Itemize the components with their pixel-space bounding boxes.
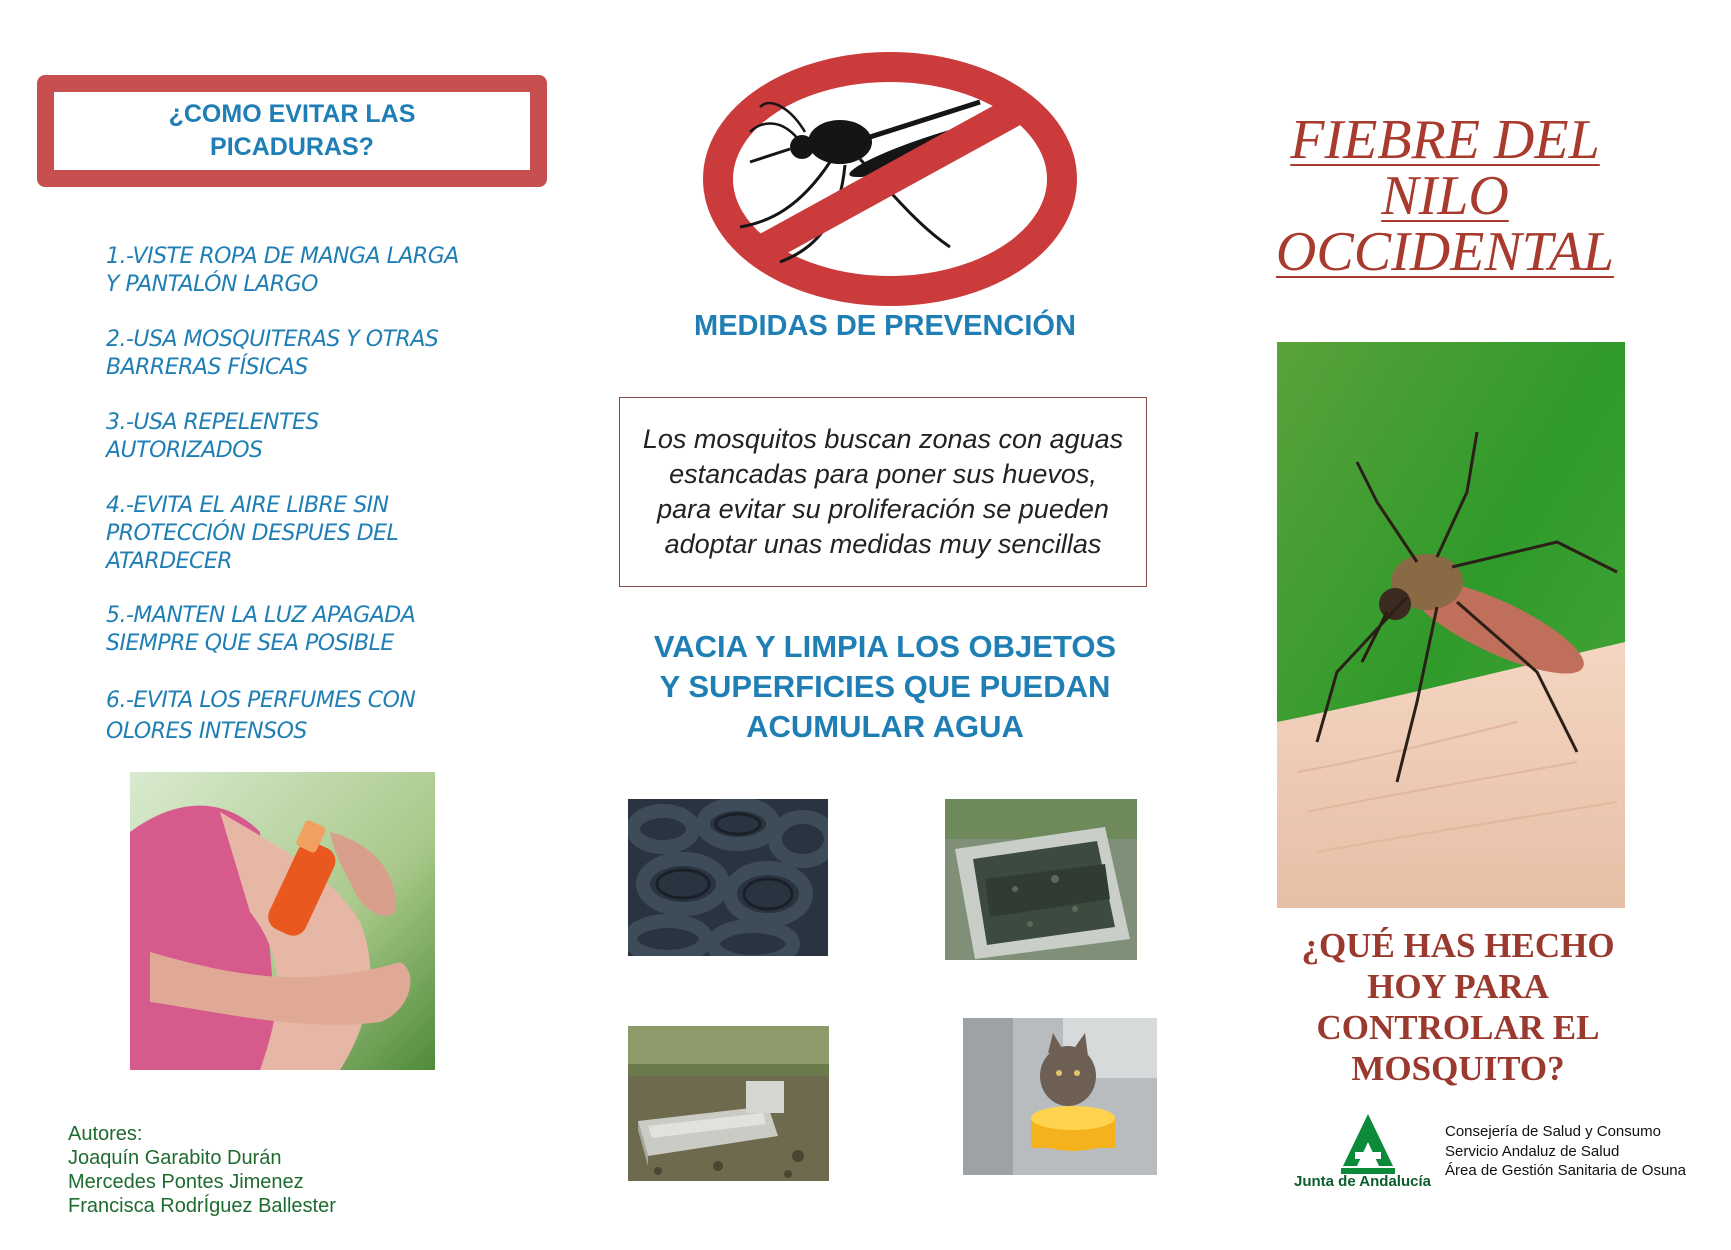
- authors-block: [68, 1122, 336, 1218]
- repellent-photo: [130, 772, 435, 1070]
- org-line: Consejería de Salud y Consumo: [1445, 1123, 1661, 1140]
- stagnant-pool-photo: [945, 799, 1137, 960]
- title-line: NILO: [1381, 165, 1509, 227]
- org-line: Área de Gestión Sanitaria de Osuna: [1445, 1162, 1686, 1179]
- prevention-heading: MEDIDAS DE PREVENCIÓN: [694, 310, 1076, 342]
- tip-item: 1.-VISTE ROPA DE MANGA LARGA Y PANTALÓN LARGO: [106, 244, 459, 297]
- question-title-box: [37, 75, 547, 187]
- tip-item: 3.-USA REPELENTES AUTORIZADOS: [106, 410, 319, 463]
- water-trough-photo: [628, 1026, 829, 1181]
- junta-andalucia-logo-icon: [1333, 1114, 1403, 1174]
- organization-lines: [1445, 1122, 1686, 1181]
- info-box: [619, 397, 1147, 587]
- org-line: Servicio Andaluz de Salud: [1445, 1142, 1620, 1160]
- cat-water-bowl-photo: [963, 1018, 1157, 1175]
- author-name: Francisca RodrÍguez Ballester: [68, 1195, 336, 1217]
- brochure-title: [1255, 109, 1635, 283]
- action-heading: VACIA Y LIMPIA LOS OBJETOS Y SUPERFICIES QUE PUEDAN ACUMULAR AGUA: [653, 629, 1117, 744]
- author-name: Joaquín Garabito Durán: [68, 1147, 282, 1169]
- no-mosquito-icon: [690, 47, 1090, 312]
- tip-item: 6.-EVITA LOS PERFUMES CON OLORES INTENSOS: [106, 688, 416, 744]
- closing-question: ¿QUÉ HAS HECHO HOY PARA CONTROLAR EL MOSQUITO?: [1301, 926, 1615, 1088]
- tip-item: 4.-EVITA EL AIRE LIBRE SIN PROTECCIÓN DESPUES DEL ATARDECER: [106, 493, 399, 574]
- question-title: ¿COMO EVITAR LAS PICADURAS?: [168, 100, 416, 161]
- title-line: FIEBRE DEL: [1290, 109, 1600, 171]
- authors-label: Autores:: [68, 1123, 143, 1145]
- title-line: OCCIDENTAL: [1275, 221, 1615, 283]
- tip-item: 5.-MANTEN LA LUZ APAGADA SIEMPRE QUE SEA POSIBLE: [106, 603, 416, 656]
- mosquito-skin-photo: [1277, 342, 1625, 908]
- info-text: Los mosquitos buscan zonas con aguas estancadas para poner sus huevos, para evitar su proliferación se pueden adoptar unas medidas muy sencillas: [642, 424, 1124, 559]
- author-name: Mercedes Pontes Jimenez: [68, 1171, 304, 1193]
- tip-item: 2.-USA MOSQUITERAS Y OTRAS BARRERAS FÍSICAS: [106, 327, 439, 380]
- tires-photo: [628, 799, 828, 956]
- logo-text: Junta de Andalucía: [1294, 1173, 1431, 1190]
